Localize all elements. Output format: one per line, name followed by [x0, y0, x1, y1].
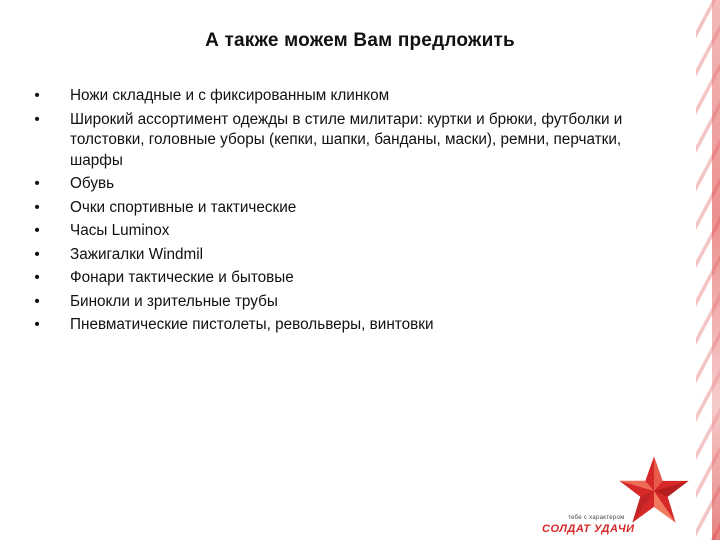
bullet-marker: •	[34, 175, 40, 192]
red-star-icon	[618, 455, 690, 527]
bullet-marker: •	[34, 198, 40, 216]
list-item-text: Пневматические пистолеты, револьверы, винтовки	[70, 316, 434, 333]
bullet-marker: •	[34, 292, 40, 310]
list-item	[30, 221, 650, 242]
logo-tagline: тебе с характером	[568, 515, 625, 521]
list-item	[30, 292, 650, 313]
bullet-marker: •	[34, 87, 40, 104]
list-item	[30, 86, 650, 107]
bullet-marker: •	[34, 110, 40, 128]
list-item-text: Обувь	[70, 175, 115, 192]
bullet-marker: •	[34, 316, 40, 333]
bullet-marker: •	[34, 222, 40, 239]
logo-name: СОЛДАТ УДАЧИ	[542, 523, 635, 535]
bullet-marker: •	[34, 245, 40, 263]
list-item-text: Зажигалки Windmil	[70, 245, 204, 263]
list-item	[30, 110, 650, 172]
list-item-text: Очки спортивные и тактические	[70, 198, 297, 216]
list-item-text: Ножи складные и с фиксированным клинком	[70, 87, 390, 104]
list-item	[30, 198, 650, 219]
list-item	[30, 315, 650, 336]
list-item-text: Бинокли и зрительные трубы	[70, 292, 278, 310]
list-item	[30, 245, 650, 266]
bullet-marker: •	[34, 269, 40, 286]
list-item-text: Фонари тактические и бытовые	[70, 269, 294, 286]
bullet-list	[30, 86, 650, 339]
slide-title: А также можем Вам предложить	[205, 30, 515, 51]
list-item-text: Широкий ассортимент одежды в стиле милитари: куртки и брюки, футболки и толстовки, головные уборы (кепки, шапки, банданы, маски), ремни, перчатки, шарфы	[70, 110, 623, 169]
brand-logo	[540, 455, 720, 540]
list-item	[30, 174, 650, 195]
list-item-text: Часы Luminox	[70, 222, 170, 239]
list-item	[30, 268, 650, 289]
